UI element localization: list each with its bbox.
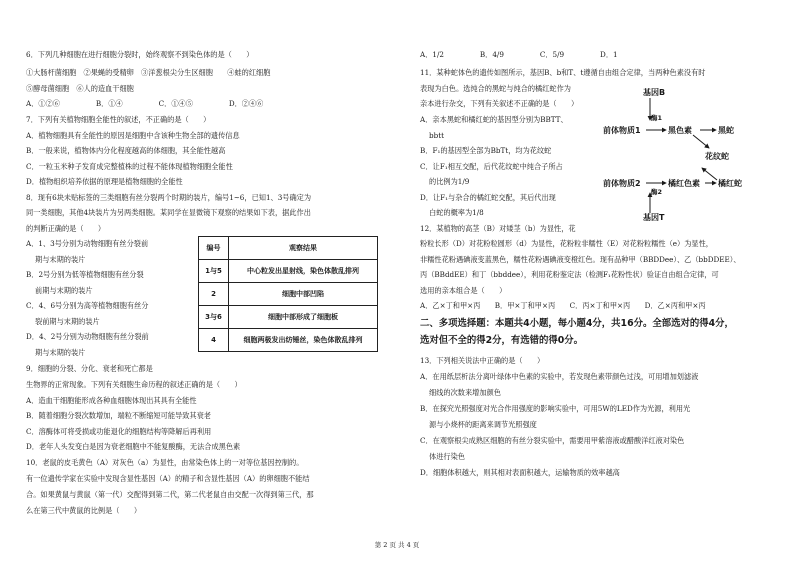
section2-heading-cont: 选对但不全的得2分，有选错的得0分。	[420, 335, 584, 346]
q7-option-a: A．植物细胞具有全能性的原因是细胞中含该种生物全部的遗传信息	[26, 131, 240, 140]
q8-option-c-2: 裂前期与末期的装片	[35, 317, 100, 326]
table-cell: 1与5	[199, 260, 229, 283]
q13-option-c-1: C．在观察根尖成熟区细胞的有丝分裂实验中，需要用甲紫溶液或醋酸洋红液对染色	[420, 436, 685, 445]
q9-option-d: D．老年人头发变白是因为衰老细胞中不能复酸酶，无法合成黑色素	[26, 442, 241, 451]
q11-option-b: B．F₁的基因型全部为BbTt，均为花纹蛇	[420, 146, 552, 155]
q6-stem: 6．下列几种细胞在进行细胞分裂时，始终观察不到染色体的是（ ）	[26, 50, 254, 59]
q9-option-b: B．随着细胞分裂次数增加，端粒不断缩短可能导致其衰老	[26, 411, 211, 420]
black-snake-label: 黑蛇	[718, 126, 734, 135]
enzyme2-label: 酶2	[651, 188, 663, 196]
q8-stem-2: 同一类细胞，其他4块装片为另两类细胞。某同学在显微镜下观察的结果如下表，据此作出	[26, 208, 311, 217]
q8-option-d-2: 期与末期的装片	[35, 348, 86, 357]
q8-option-a-1: A．1、3号分别为动物细胞有丝分裂前	[26, 239, 149, 248]
q9-option-c: C．溶酶体可将受损或功能退化的细胞结构等降解后再利用	[26, 427, 212, 436]
q11-option-d-2: 白蛇的概率为1/8	[429, 208, 484, 217]
pattern-snake-label: 花纹蛇	[705, 152, 729, 161]
gene-t-label: 基因T	[643, 213, 665, 222]
q10-stem-2: 有一位遗传学家在实验中发现含显性基因（A）的精子和含显性基因（A）的卵细胞不能结	[26, 474, 310, 483]
black-pigment-label: 黑色素	[668, 126, 692, 135]
q11-stem-3: 亲本进行杂交，下列有关叙述不正确的是（ ）	[420, 99, 579, 108]
q13-option-a-1: A．在用纸层析法分离叶绿体中色素的实验中，若发现色素带颜色过浅，可用增加划滤液	[420, 372, 699, 381]
q11-option-c-2: 的比例为1/9	[429, 177, 470, 186]
q11-option-d-1: D．让F₁与杂合的橘红蛇交配，其后代出现	[420, 193, 556, 202]
table-header-cell: 观察结果	[229, 237, 378, 260]
black-to-pattern-arrow	[693, 135, 709, 148]
q7-option-b: B．一般来说，植物体内分化程度越高的体细胞，其全能性越高	[26, 146, 226, 155]
q7-option-c: C．一粒玉米种子发育成完整植株的过程不能体现植物细胞全能性	[26, 162, 233, 171]
q8-option-a-2: 期与末期的装片	[35, 255, 86, 264]
table-header-cell: 编号	[199, 237, 229, 260]
table-cell: 细胞中部凹陷	[229, 283, 378, 306]
q11-option-a-1: A．亲本黑蛇和橘红蛇的基因型分别为BBTT、	[420, 115, 568, 124]
q12-stem-1: 12．某植物的高茎（B）对矮茎（b）为显性，花	[420, 224, 576, 233]
q9-option-a: A．造血干细胞能形成各种血细胞体现出其具有全能性	[26, 396, 197, 405]
q11-stem-1: 11．某种蛇体色的遗传如图所示，基因B、b和T、t遵循自由组合定律，当两种色素没有时	[420, 68, 706, 77]
q11-stem-2: 表现为白色。选纯合的黑蛇与纯合的橘红蛇作为	[420, 84, 571, 93]
q12-options: A．乙×丁和甲×丙 B．甲×丁和甲×丙 C．丙×丁和甲×丙 D．乙×丙和甲×丙	[420, 301, 706, 310]
gene-b-label: 基因B	[643, 88, 666, 97]
precursor1-label: 前体物质1	[603, 126, 641, 135]
q11-option-c-1: C．让F₁相互交配，后代花纹蛇中纯合子所占	[420, 162, 563, 171]
q13-option-c-2: 体进行染色	[429, 452, 465, 461]
q10-stem-4: 么在第三代中黄鼠的比例是（ ）	[26, 506, 142, 515]
q9-stem-2: 生物界的正常现象。下列有关细胞生命历程的叙述正确的是（ ）	[26, 380, 242, 389]
q10-options: A．1/2 B．4/9 C．5/9 D．1	[420, 50, 618, 59]
q13-stem: 13．下列相关说法中正确的是（ ）	[420, 356, 545, 365]
q8-option-b-1: B．2号分别为低等植物细胞有丝分裂	[26, 270, 144, 279]
orange-to-pattern-arrow	[702, 168, 717, 180]
orange-pigment-label: 橘红色素	[668, 179, 700, 188]
q10-stem-1: 10．老鼠的皮毛黄色（A）对灰色（a）为显性，由常染色体上的一对等位基因控制的。	[26, 458, 304, 467]
table-cell: 4	[199, 329, 229, 352]
q8-option-b-2: 前期与末期的装片	[35, 286, 93, 295]
enzyme1-label: 酶1	[651, 114, 663, 122]
page-footer: 第 2 页 共 4 页	[374, 541, 420, 549]
q8-option-c-1: C．4、6号分别为高等植物细胞有丝分	[26, 301, 149, 310]
q6-options: A．①②⑥ B．①④ C．①④⑤ D．②④⑥	[26, 99, 264, 108]
orange-snake-label: 橘红蛇	[718, 179, 742, 188]
table-cell: 3与6	[199, 306, 229, 329]
q6-items-1: ①大肠杆菌细胞 ②果蝇的受精卵 ③洋葱根尖分生区细胞 ④蛙的红细胞	[26, 68, 271, 77]
table-cell: 2	[199, 283, 229, 306]
q10-stem-3: 合。如果黄鼠与黄鼠（第一代）交配得到第二代，第二代老鼠自由交配一次得到第三代，那	[26, 490, 314, 499]
q13-option-a-2: 细线的次数来增加颜色	[429, 388, 501, 397]
q13-option-d: D．细胞体积越大，则其相对表面积越大，运输物质的效率越高	[420, 468, 620, 477]
q11-option-a-2: bbtt	[429, 131, 444, 140]
q7-option-d: D．植物组织培养依据的原理是植物细胞的全能性	[26, 177, 183, 186]
q8-stem-3: 的判断正确的是（ ）	[26, 224, 106, 233]
q6-items-2: ⑤酵母菌细胞 ⑥人的造血干细胞	[26, 84, 134, 93]
q7-stem: 7．下列有关植物细胞全能性的叙述，不正确的是（ ）	[26, 115, 211, 124]
table-cell: 细胞中部形成了细胞板	[229, 306, 378, 329]
q9-stem-1: 9．细胞的分裂、分化、衰老和死亡都是	[26, 364, 153, 373]
q12-stem-5: 选用的亲本组合是（ ）	[420, 286, 507, 295]
q12-stem-4: 丙（BBddEE）和丁（bbddee），利用花粉鉴定法（检测F₁花粉性状）验证自由组合定律，可	[420, 270, 719, 279]
table-cell: 细胞两极发出纺锤丝，染色体散乱排列	[229, 329, 378, 352]
q8-stem-1: 8．现有6块未贴标签的三类细胞有丝分裂两个时期的装片，编号1~6，已知1、3号确定为	[26, 193, 312, 202]
q13-option-b-1: B．在探究光照强度对光合作用强度的影响实验中，可用5W的LED作为光源，利用光	[420, 404, 691, 413]
q12-stem-3: 非糯性花粉遇碘液变蓝黑色，糯性花粉遇碘液变橙红色。现有品种甲（BBDDee）、乙（bbDDEE）、	[420, 255, 741, 264]
q12-stem-2: 粉粒长形（D）对花粉粒圆形（d）为显性，花粉粒非糯性（E）对花粉粒糯性（e）为显性，	[420, 239, 713, 248]
table-cell: 中心粒发出星射线，染色体散乱排列	[229, 260, 378, 283]
precursor2-label: 前体物质2	[603, 179, 641, 188]
q13-option-b-2: 源与小烧杯的距离来调节光照强度	[429, 420, 537, 429]
q8-option-d-1: D．4、2号分别为动物细胞有丝分裂前	[26, 332, 149, 341]
section2-heading: 二、多项选择题：本题共4小题，每小题4分，共16分。全部选对的得4分，	[420, 318, 734, 329]
